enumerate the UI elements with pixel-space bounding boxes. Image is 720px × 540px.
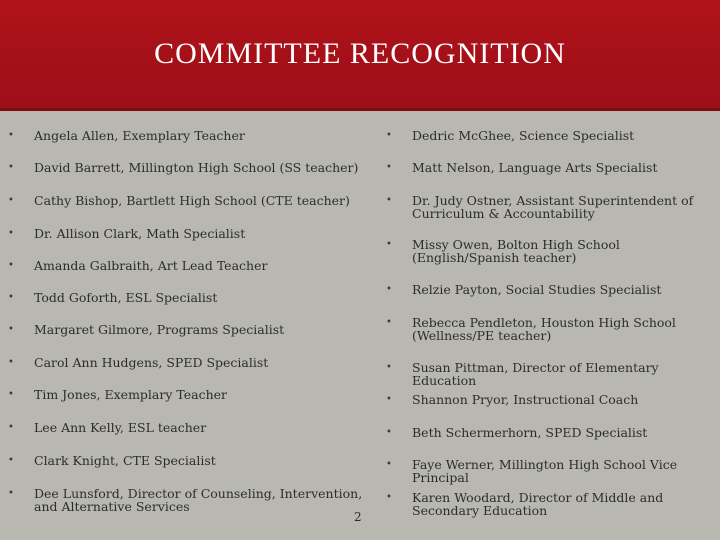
list-item-text: Faye Werner, Millington High School Vice Principal <box>412 457 678 485</box>
bullet-icon: • <box>386 239 392 250</box>
bullet-icon: • <box>386 130 392 141</box>
bullet-icon: • <box>8 162 14 173</box>
bullet-icon: • <box>8 357 14 368</box>
list-item-text: Tim Jones, Exemplary Teacher <box>34 387 228 402</box>
bullet-icon: • <box>386 362 392 373</box>
bullet-icon: • <box>386 162 392 173</box>
bullet-icon: • <box>386 195 392 206</box>
bullet-icon: • <box>386 492 392 503</box>
list-item-text: Susan Pittman, Director of Elementary Education <box>412 360 659 388</box>
list-item-text: Lee Ann Kelly, ESL teacher <box>34 420 207 435</box>
list-item-text: David Barrett, Millington High School (SS teacher) <box>34 160 359 175</box>
list-item-text: Dr. Allison Clark, Math Specialist <box>34 226 246 241</box>
bullet-icon: • <box>8 389 14 400</box>
slide-title: COMMITTEE RECOGNITION <box>154 37 566 70</box>
bullet-icon: • <box>386 317 392 328</box>
list-item-text: Margaret Gilmore, Programs Specialist <box>34 322 285 337</box>
bullet-icon: • <box>8 292 14 303</box>
list-item-text: Beth Schermerhorn, SPED Specialist <box>412 425 648 440</box>
list-item-text: Matt Nelson, Language Arts Specialist <box>412 160 658 175</box>
list-item-text: Clark Knight, CTE Specialist <box>34 453 216 468</box>
bullet-icon: • <box>386 427 392 438</box>
list-item-text: Todd Goforth, ESL Specialist <box>34 290 218 305</box>
list-item-text: Cathy Bishop, Bartlett High School (CTE teacher) <box>34 193 350 208</box>
list-item-text: Missy Owen, Bolton High School (English/Spanish teacher) <box>412 237 620 265</box>
list-item-text: Amanda Galbraith, Art Lead Teacher <box>34 258 268 273</box>
bullet-icon: • <box>8 324 14 335</box>
list-item-text: Rebecca Pendleton, Houston High School (Wellness/PE teacher) <box>412 315 676 343</box>
bullet-icon: • <box>8 195 14 206</box>
list-item-text: Carol Ann Hudgens, SPED Specialist <box>34 355 269 370</box>
bullet-icon: • <box>8 228 14 239</box>
list-item-text: Shannon Pryor, Instructional Coach <box>412 392 639 407</box>
list-item-text: Dedric McGhee, Science Specialist <box>412 128 635 143</box>
list-item-text: Angela Allen, Exemplary Teacher <box>34 128 245 143</box>
bullet-icon: • <box>386 394 392 405</box>
page-number: 2 <box>354 510 362 524</box>
list-item-text: Relzie Payton, Social Studies Specialist <box>412 282 662 297</box>
banner-divider <box>0 108 720 111</box>
list-item-text: Dr. Judy Ostner, Assistant Superintendent of Curriculum & Accountability <box>412 193 694 221</box>
bullet-icon: • <box>8 260 14 271</box>
bullet-icon: • <box>386 459 392 470</box>
list-item-text: Dee Lunsford, Director of Counseling, Intervention, and Alternative Services <box>34 486 363 514</box>
list-item-text: Karen Woodard, Director of Middle and Secondary Education <box>412 490 664 518</box>
bullet-icon: • <box>386 284 392 295</box>
bullet-icon: • <box>8 422 14 433</box>
bullet-icon: • <box>8 488 14 499</box>
bullet-icon: • <box>8 455 14 466</box>
bullet-icon: • <box>8 130 14 141</box>
